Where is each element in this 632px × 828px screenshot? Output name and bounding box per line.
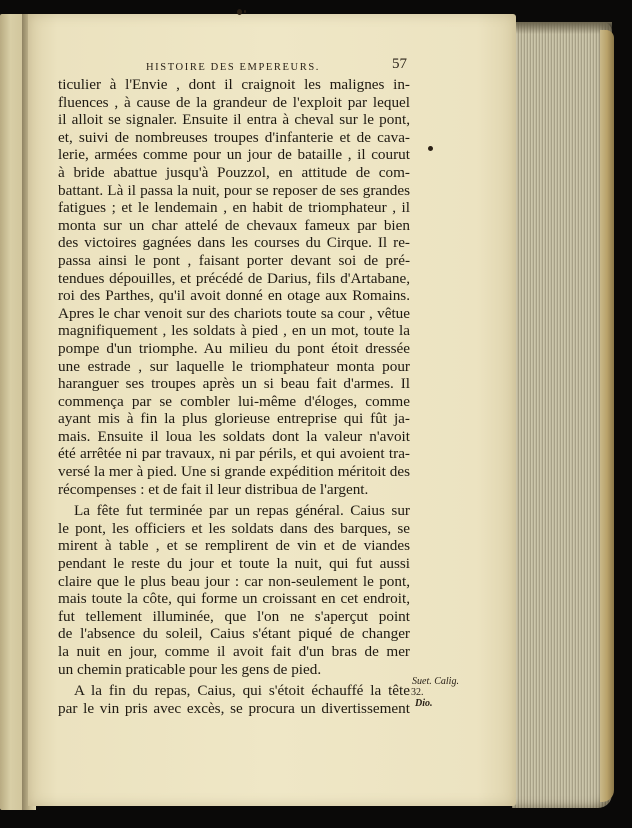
text-line: tendues dépouilles, et précédé de Darius, fils d'Artabane,: [58, 269, 410, 287]
text-line: la nuit en jour, comme il avoit fait d'un bras de mer: [58, 643, 410, 660]
text-line: par le vin pris avec excès, se procura un divertissement: [58, 699, 410, 717]
text-line: A la fin du repas, Caius, qui s'étoit échauffé la tête: [74, 682, 410, 700]
text-line: mais. Ensuite il loua les soldats dont la valeur n'avoit: [58, 427, 410, 445]
text-line: magnifiquement , les soldats à pied , en un mot, toute la: [58, 322, 410, 340]
body-text: [58, 76, 410, 717]
text-line: fut tellement illuminée, que l'on ne s'aperçut point: [58, 607, 410, 625]
text-line: ticulier à l'Envie , dont il craignoit les malignes in-: [58, 76, 410, 93]
margin-citation: Suet. Calig.: [412, 676, 459, 687]
page-stack-shadow: [512, 22, 612, 34]
text-line: mirent à table , et se remplirent de vin et de viandes: [58, 537, 410, 555]
margin-citation-number: 32.: [411, 687, 424, 698]
text-line: fluences , à cause de la grandeur de l'exploit par lequel: [58, 93, 410, 111]
book-cover-edge: [600, 30, 614, 802]
text-line: passa ainsi le pont , faisant porter devant soi de pré-: [58, 251, 410, 269]
text-line: lerie, armées comme pour un jour de bataille , il courut: [58, 146, 410, 164]
text-line: un chemin praticable pour les gens de pied.: [58, 660, 322, 678]
page-number: 57: [392, 56, 407, 72]
text-line: monta sur un char attelé de chevaux fameux par bien: [58, 216, 410, 234]
text-line: versé la mer à pied. Une si grande expédition méritoit des: [58, 463, 410, 481]
text-line: il alloit se signaler. Ensuite il entra à cheval sur le pont,: [58, 111, 410, 129]
text-line: une estrade , sur laquelle le triomphateur monta pour: [58, 357, 410, 375]
ink-spot: [237, 9, 242, 15]
text-line: roi des Parthes, qu'il avoit donné en otage aux Romains.: [58, 287, 410, 305]
text-line: commença par se combler lui-même d'éloges, comme: [58, 392, 410, 410]
text-line: battant. Là il passa la nuit, pour se reposer de ses grandes: [58, 181, 410, 199]
text-line: pompe d'un triomphe. Au milieu du pont étoit dressée: [58, 339, 410, 357]
text-line: récompenses : et de fait il leur distribua de l'argent.: [58, 480, 369, 498]
text-line: le pont, les officiers et les soldats dans des barques, se: [58, 519, 410, 537]
margin-citation-source: Dio.: [415, 698, 433, 709]
text-line: ayant mis à fin la plus glorieuse entreprise qui fût ja-: [58, 410, 410, 428]
text-line: pendant le reste du jour et toute la nuit, qui fut aussi: [58, 555, 410, 573]
text-line: fatigues ; et le lendemain , en habit de triomphateur , il: [58, 199, 410, 217]
text-line: Apres le char venoit sur des chariots toute sa cour , vêtue: [58, 304, 410, 322]
text-line: claire que le plus beau jour : car non-seulement le pont,: [58, 572, 410, 590]
text-line: été arrêtée ni par travaux, ni par périls, et qui avoient tra-: [58, 445, 410, 463]
running-head: HISTOIRE DES EMPEREURS.: [146, 62, 320, 73]
ink-spot: [428, 146, 433, 151]
text-line: mais toute la côte, qui forme un croissant en cet endroit,: [58, 590, 410, 608]
page-stack-edges: [512, 22, 612, 808]
text-line: à bride abattue jusqu'à Pouzzol, en attitude de com-: [58, 163, 410, 181]
text-line: haranguer ses troupes après un si beau fait d'armes. Il: [58, 375, 410, 393]
text-line: des victoires gagnées dans les courses du Cirque. Il re-: [58, 234, 410, 252]
text-line: de l'absence du soleil, Caius s'étant piqué de changer: [58, 625, 410, 643]
text-line: et, suivi de nombreuses troupes d'infanterie et de cava-: [58, 128, 410, 146]
ink-spot: [244, 10, 246, 13]
text-line: La fête fut terminée par un repas général. Caius sur: [74, 502, 410, 520]
